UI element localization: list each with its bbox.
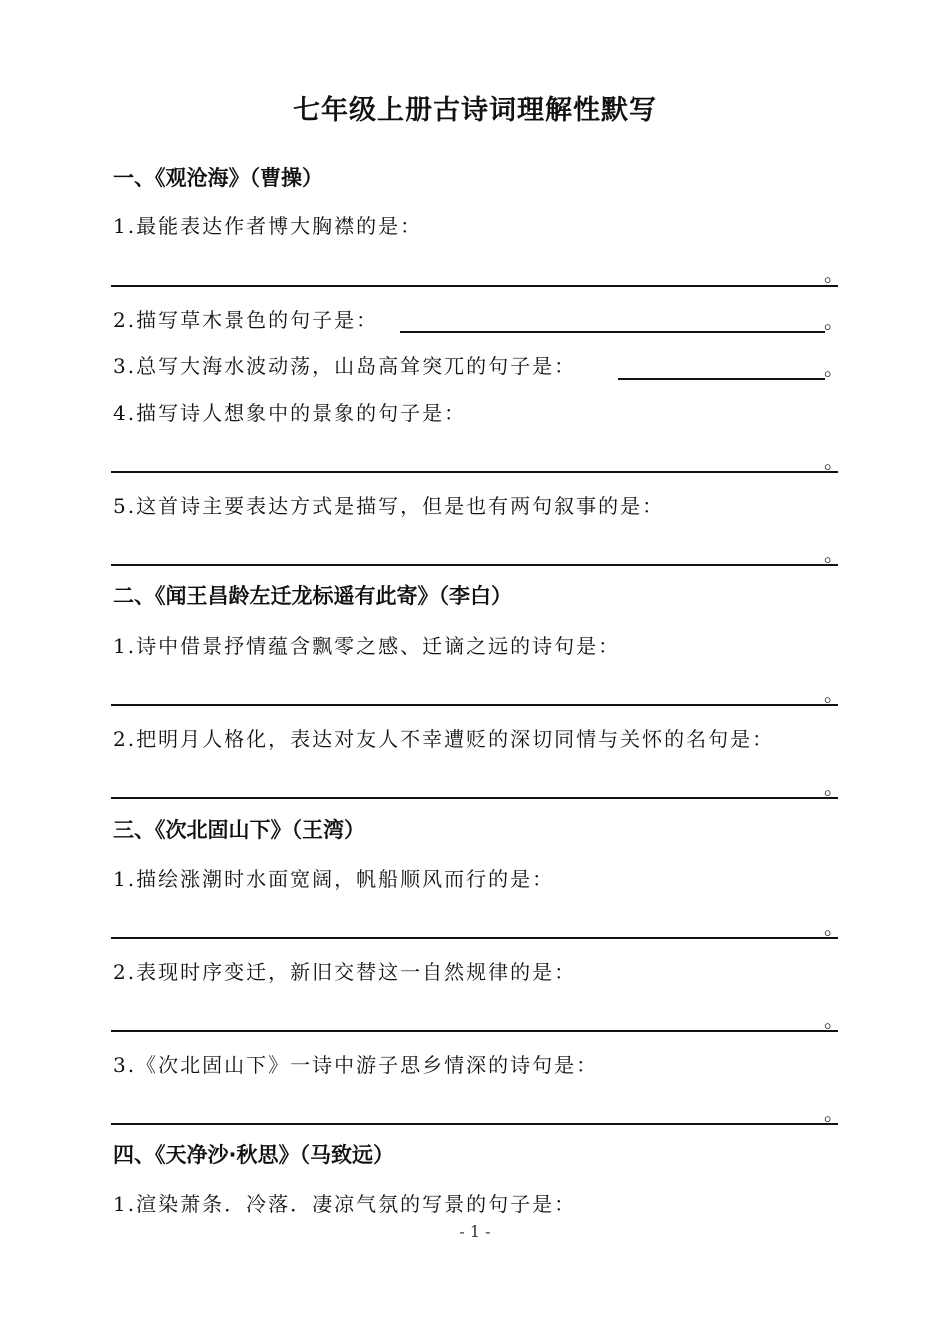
question-1-1: 1.最能表达作者博大胸襟的是：	[113, 214, 423, 238]
question-1-5: 5.这首诗主要表达方式是描写，但是也有两句叙事的是：	[113, 494, 665, 518]
question-3-3: 3.《次北固山下》一诗中游子思乡情深的诗句是：	[113, 1053, 599, 1077]
question-3-1: 1.描绘涨潮时水面宽阔，帆船顺风而行的是：	[113, 867, 555, 891]
question-1-2: 2.描写草木景色的句子是：	[113, 308, 379, 332]
question-1-3: 3.总写大海水波动荡，山岛高耸突兀的句子是：	[113, 354, 577, 378]
question-4-1: 1.渲染萧条．冷落．凄凉气氛的写景的句子是：	[113, 1192, 577, 1216]
answer-line[interactable]	[111, 471, 838, 473]
period-mark: 。	[824, 682, 844, 706]
question-2-1: 1.诗中借景抒情蕴含飘零之感、迁谪之远的诗句是：	[113, 634, 621, 658]
section-heading-2: 二、《闻王昌龄左迁龙标遥有此寄》（李白）	[113, 584, 512, 608]
period-mark: 。	[824, 309, 844, 333]
question-1-4: 4.描写诗人想象中的景象的句子是：	[113, 401, 467, 425]
answer-line[interactable]	[111, 285, 838, 287]
question-3-2: 2.表现时序变迁，新旧交替这一自然规律的是：	[113, 960, 577, 984]
period-mark: 。	[824, 915, 844, 939]
period-mark: 。	[824, 356, 844, 380]
period-mark: 。	[824, 542, 844, 566]
answer-line[interactable]	[400, 331, 825, 333]
answer-line[interactable]	[111, 704, 838, 706]
section-heading-4: 四、《天净沙·秋思》（马致远）	[113, 1143, 394, 1167]
answer-line[interactable]	[111, 564, 838, 566]
answer-line[interactable]	[111, 797, 838, 799]
page-title: 七年级上册古诗词理解性默写	[293, 95, 657, 126]
section-heading-3: 三、《次北固山下》（王湾）	[113, 818, 365, 842]
answer-line[interactable]	[111, 1123, 838, 1125]
page-number: - 1 -	[459, 1222, 491, 1241]
period-mark: 。	[824, 1101, 844, 1125]
period-mark: 。	[824, 262, 844, 286]
answer-line[interactable]	[111, 1030, 838, 1032]
answer-line[interactable]	[618, 378, 825, 380]
question-2-2: 2.把明月人格化，表达对友人不幸遭贬的深切同情与关怀的名句是：	[113, 727, 775, 751]
answer-line[interactable]	[111, 937, 838, 939]
period-mark: 。	[824, 775, 844, 799]
section-heading-1: 一、《观沧海》（曹操）	[113, 166, 323, 190]
period-mark: 。	[824, 449, 844, 473]
period-mark: 。	[824, 1008, 844, 1032]
